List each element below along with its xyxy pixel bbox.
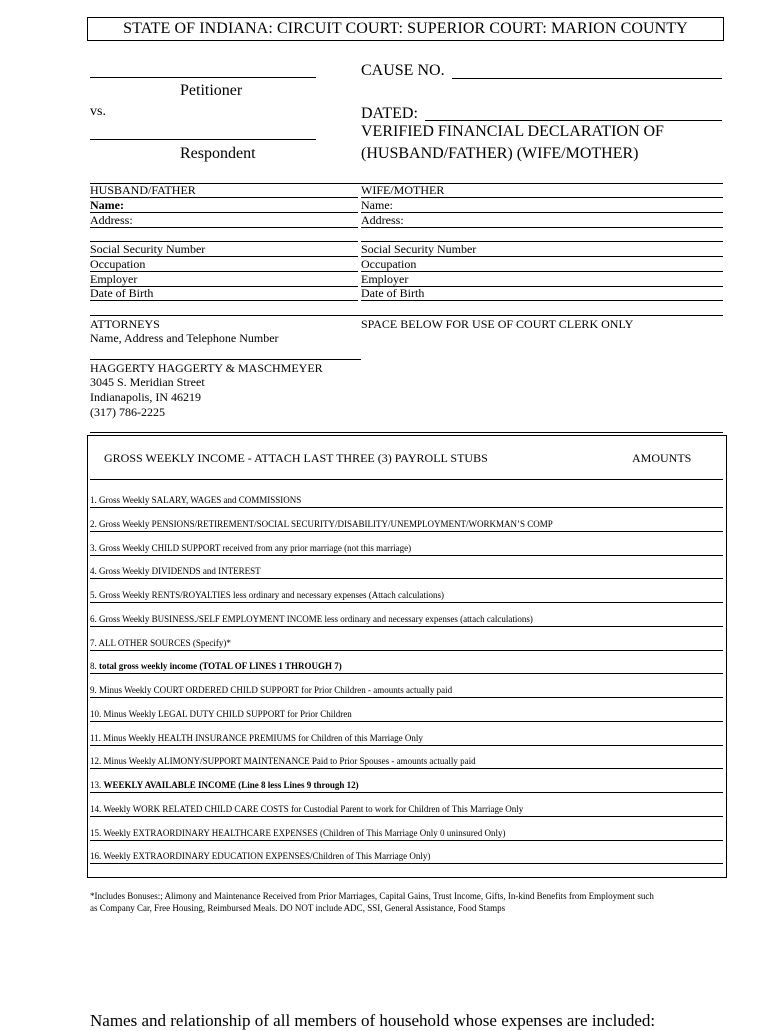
income-row[interactable] — [90, 636, 723, 651]
income-row-label: 7. ALL OTHER SOURCES (Specify)* — [90, 638, 231, 648]
wife-dob-field[interactable] — [361, 300, 723, 301]
footnote-line1: *Includes Bonuses:; Alimony and Maintenance Received from Prior Marriages, Capital Gains, Trust Income, Gifts, In-kind Benefits from Employment such — [90, 891, 654, 901]
wife-name-field[interactable] — [361, 212, 723, 213]
husband-occupation-label: Occupation — [90, 257, 146, 271]
income-row[interactable] — [90, 731, 723, 746]
income-row-label: 11. Minus Weekly HEALTH INSURANCE PREMIUMS for Children of this Marriage Only — [90, 733, 423, 743]
income-heading: GROSS WEEKLY INCOME - ATTACH LAST THREE (3) PAYROLL STUBS — [104, 451, 488, 465]
attorney-phone: (317) 786-2225 — [90, 405, 165, 419]
husband-heading-rule — [90, 197, 358, 198]
income-row[interactable] — [90, 541, 723, 556]
husband-dob-label: Date of Birth — [90, 286, 154, 300]
wife-name-label: Name: — [361, 198, 393, 212]
attorney-city: Indianapolis, IN 46219 — [90, 390, 201, 404]
wife-address-label: Address: — [361, 213, 404, 227]
income-row[interactable] — [90, 612, 723, 627]
wife-dob-label: Date of Birth — [361, 286, 425, 300]
petitioner-label: Petitioner — [180, 82, 243, 99]
attorney-firm: HAGGERTY HAGGERTY & MASCHMEYER — [90, 361, 323, 375]
income-row[interactable] — [90, 802, 723, 817]
wife-address-field[interactable] — [361, 227, 723, 228]
wife-occupation-field[interactable] — [361, 271, 723, 272]
husband-dob-field[interactable] — [90, 300, 358, 301]
income-row-label: 6. Gross Weekly BUSINESS./SELF EMPLOYMENT INCOME less ordinary and necessary expenses (attach calculations) — [90, 614, 533, 624]
attorneys-heading: ATTORNEYS — [90, 317, 160, 331]
income-row-label: 3. Gross Weekly CHILD SUPPORT received from any prior marriage (not this marriage) — [90, 543, 412, 553]
amounts-heading: AMOUNTS — [632, 451, 692, 465]
income-row-label: 9. Minus Weekly COURT ORDERED CHILD SUPPORT for Prior Children - amounts actually paid — [90, 685, 453, 695]
clerk-note: SPACE BELOW FOR USE OF COURT CLERK ONLY — [361, 317, 634, 331]
attorney-signature-line[interactable] — [90, 359, 361, 360]
income-row-label: 4. Gross Weekly DIVIDENDS and INTEREST — [90, 566, 261, 576]
petitioner-line[interactable] — [90, 77, 316, 78]
husband-address-label: Address: — [90, 213, 133, 227]
husband-name-label: Name: — [90, 198, 124, 212]
income-row[interactable] — [90, 588, 723, 603]
income-row[interactable] — [90, 683, 723, 698]
income-row[interactable] — [90, 659, 723, 674]
income-row-label: 10. Minus Weekly LEGAL DUTY CHILD SUPPORT for Prior Children — [90, 709, 352, 719]
wife-employer-label: Employer — [361, 272, 409, 286]
income-row-number: 8. — [90, 661, 99, 671]
household-label: Names and relationship of all members of household whose expenses are included: — [90, 1011, 656, 1030]
cause-no-label: CAUSE NO. — [361, 62, 445, 79]
income-row-label: 12. Minus Weekly ALIMONY/SUPPORT MAINTENANCE Paid to Prior Spouses - amounts actually paid — [90, 756, 476, 766]
respondent-line[interactable] — [90, 139, 316, 140]
respondent-label: Respondent — [180, 145, 256, 162]
income-row[interactable] — [90, 493, 723, 508]
wife-heading: WIFE/MOTHER — [361, 183, 445, 197]
income-row-label: 15. Weekly EXTRAORDINARY HEALTHCARE EXPENSES (Children of This Marriage Only 0 uninsured Only) — [90, 828, 506, 838]
form-title-line1: VERIFIED FINANCIAL DECLARATION OF — [361, 123, 664, 140]
income-row-bold-label: WEEKLY AVAILABLE INCOME (Line 8 less Lines 9 through 12) — [103, 780, 359, 790]
dated-label: DATED: — [361, 105, 418, 122]
income-row-label: 5. Gross Weekly RENTS/ROYALTIES less ordinary and necessary expenses (Attach calculations) — [90, 590, 444, 600]
footnote-line2: as Company Car, Free Housing, Reimbursed Meals. DO NOT include ADC, SSI, General Assistance, Food Stamps — [90, 903, 506, 913]
husband-ssn-label: Social Security Number — [90, 242, 206, 256]
husband-address-field[interactable] — [90, 227, 358, 228]
attorneys-subheading: Name, Address and Telephone Number — [90, 331, 279, 345]
vs-label: vs. — [90, 104, 106, 119]
dated-line[interactable] — [425, 120, 722, 121]
income-row[interactable] — [90, 564, 723, 579]
wife-heading-rule — [361, 197, 723, 198]
income-row-number: 13. — [90, 780, 104, 790]
income-row[interactable] — [90, 754, 723, 769]
wife-occupation-label: Occupation — [361, 257, 417, 271]
income-row[interactable] — [90, 517, 723, 532]
income-row[interactable] — [90, 778, 723, 793]
husband-heading: HUSBAND/FATHER — [90, 183, 196, 197]
cause-no-line[interactable] — [452, 78, 722, 79]
wife-ssn-label: Social Security Number — [361, 242, 477, 256]
husband-employer-label: Employer — [90, 272, 138, 286]
income-row-label: 2. Gross Weekly PENSIONS/RETIREMENT/SOCIAL SECURITY/DISABILITY/UNEMPLOYMENT/WORKMAN’S COMP — [90, 519, 553, 529]
income-row-label: 16. Weekly EXTRAORDINARY EDUCATION EXPENSES/Children of This Marriage Only) — [90, 851, 431, 861]
income-row-bold-label: total gross weekly income (TOTAL OF LINES 1 THROUGH 7) — [99, 661, 342, 671]
income-row[interactable] — [90, 826, 723, 841]
income-top-rule — [90, 432, 723, 433]
income-row[interactable] — [90, 849, 723, 864]
form-title-line2: (HUSBAND/FATHER) (WIFE/MOTHER) — [361, 145, 639, 162]
attorney-street: 3045 S. Meridian Street — [90, 375, 205, 389]
income-row-label: 14. Weekly WORK RELATED CHILD CARE COSTS for Custodial Parent to work for Children of This Marriage Only — [90, 804, 524, 814]
income-row-label: 1. Gross Weekly SALARY, WAGES and COMMISSIONS — [90, 495, 302, 505]
income-row[interactable] — [90, 707, 723, 722]
income-heading-rule — [90, 479, 723, 480]
parties-bottom-rule — [90, 315, 723, 316]
court-header: STATE OF INDIANA: CIRCUIT COURT: SUPERIOR COURT: MARION COUNTY — [87, 17, 724, 41]
